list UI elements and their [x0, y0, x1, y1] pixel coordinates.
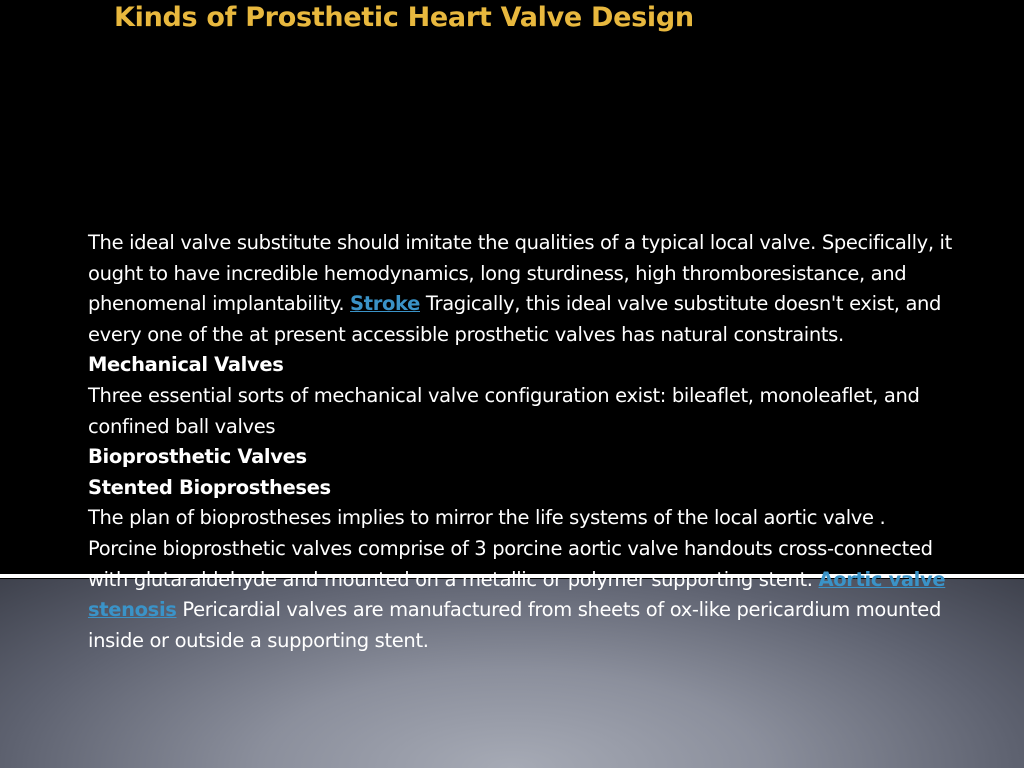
stented-bioprostheses-heading: Stented Bioprostheses — [88, 475, 331, 499]
bioprosthetic-valves-heading: Bioprosthetic Valves — [88, 445, 307, 469]
slide-title: Kinds of Prosthetic Heart Valve Design — [114, 2, 694, 33]
stented-text-before-link: The plan of bioprostheses implies to mirror the life systems of the local aortic valve . Porcine bioprosthetic valves comprise of 3 porcine aortic valve handouts cross-connected with glutaraldehyde and mounted on a metallic or polymer supporting stent. — [88, 506, 933, 591]
intro-text-after-link: Tragically, this ideal valve substitute doesn't exist, and every one of the at present accessible prosthetic valves has natural constraints. — [88, 292, 942, 346]
stented-text-after-link: Pericardial valves are manufactured from sheets of ox-like pericardium mounted inside or outside a supporting stent. — [88, 598, 941, 652]
stroke-link[interactable]: Stroke — [350, 292, 420, 316]
mechanical-valves-paragraph: Three essential sorts of mechanical valve configuration exist: bileaflet, monoleaflet, and confined ball valves — [88, 383, 920, 438]
aortic-valve-stenosis-link[interactable]: Aortic valve stenosis — [88, 567, 946, 622]
mechanical-valves-heading: Mechanical Valves — [88, 353, 284, 377]
stented-paragraph — [88, 503, 958, 656]
intro-paragraph — [88, 228, 958, 350]
intro-text-before-link: The ideal valve substitute should imitate the qualities of a typical local valve. Specifically, it ought to have incredible hemodynamics, long sturdiness, high thromboresistance, and phenomenal implantability. — [88, 231, 952, 316]
slide-body — [88, 228, 958, 656]
